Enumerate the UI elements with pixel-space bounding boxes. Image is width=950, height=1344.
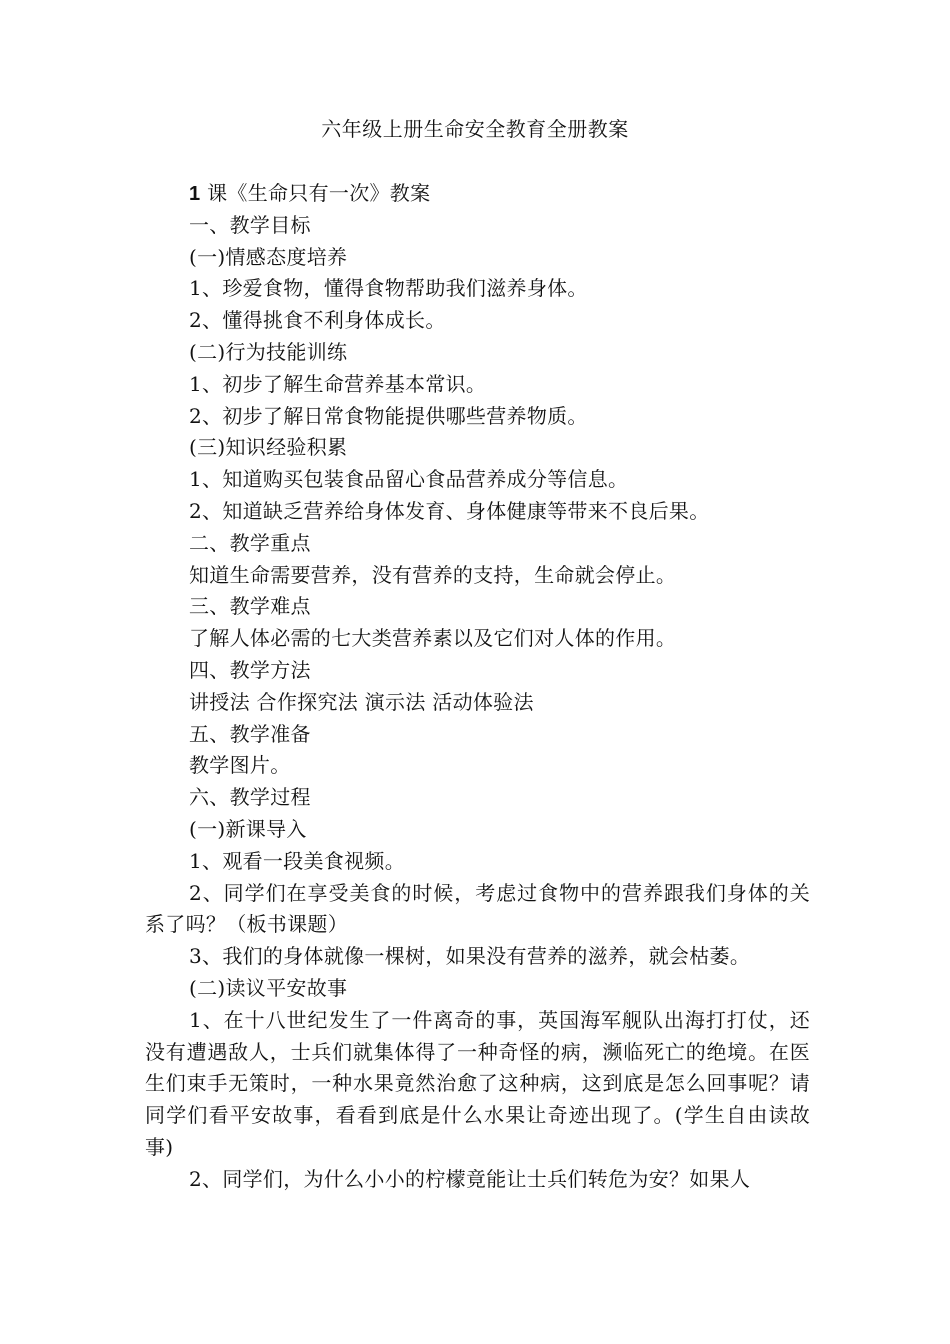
document-title: 六年级上册生命安全教育全册教案	[321, 117, 629, 141]
text-line: 了解人体必需的七大类营养素以及它们对人体的作用。	[189, 626, 677, 651]
text-line: 六、教学过程	[189, 785, 311, 810]
text-line: 一、教学目标	[189, 212, 311, 237]
text-line: (一)新课导入	[189, 816, 307, 841]
text-line: 讲授法 合作探究法 演示法 活动体验法	[189, 689, 534, 714]
text-line: 2、知道缺乏营养给身体发育、身体健康等带来不良后果。	[189, 498, 710, 523]
paragraph: 1、在十八世纪发生了一件离奇的事，英国海军舰队出海打打仗，还没有遭遇敌人，士兵们就集体得了一种奇怪的病，濒临死亡的绝境。在医生们束手无策时，一种水果竟然治愈了这种病，这到底是怎么回事呢？请同学们看平安故事，看看到底是什么水果让奇迹出现了。(学生自由读故事)	[145, 1007, 810, 1159]
section-heading: (二)读议平安故事	[189, 975, 348, 1000]
text-line: 3、我们的身体就像一棵树，如果没有营养的滋养，就会枯萎。	[189, 944, 751, 969]
text-line: 2、初步了解日常食物能提供哪些营养物质。	[189, 403, 588, 428]
text-line: (二)行为技能训练	[189, 339, 348, 364]
text-line: (三)知识经验积累	[189, 435, 348, 460]
text-line: 三、教学难点	[189, 594, 311, 619]
document-body	[145, 178, 810, 1196]
text-line: 教学图片。	[189, 753, 291, 778]
text-line: 2、懂得挑食不利身体成长。	[189, 308, 446, 333]
lesson-title: 课《生命只有一次》教案	[207, 181, 431, 205]
lesson-heading	[145, 178, 810, 210]
lesson-number: 1	[189, 183, 201, 205]
text-line: (一)情感态度培养	[189, 244, 348, 269]
text-line: 五、教学准备	[189, 721, 311, 746]
text-line: 二、教学重点	[189, 530, 311, 555]
text-line: 1、初步了解生命营养基本常识。	[189, 371, 487, 396]
text-line: 1、观看一段美食视频。	[189, 848, 406, 873]
text-line: 1、知道购买包装食品留心食品营养成分等信息。	[189, 467, 629, 492]
text-line: 1、珍爱食物，懂得食物帮助我们滋养身体。	[189, 276, 588, 301]
text-line: 四、教学方法	[189, 657, 311, 682]
text-line: 2、同学们，为什么小小的柠檬竟能让士兵们转危为安？如果人	[189, 1166, 751, 1191]
text-line: 知道生命需要营养，没有营养的支持，生命就会停止。	[189, 562, 677, 587]
paragraph: 2、同学们在享受美食的时候，考虑过食物中的营养跟我们身体的关系了吗？（板书课题）	[145, 880, 810, 937]
